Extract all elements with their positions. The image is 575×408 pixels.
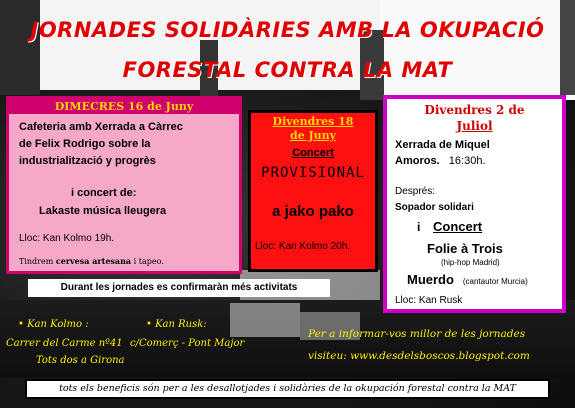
event-description: de Felix Rodrigo sobre la — [19, 138, 151, 150]
event-date-header: Divendres 2 de — [424, 103, 525, 117]
event-date-header: Juliol — [456, 119, 493, 133]
event-note-bold: cervesa artesana — [55, 256, 132, 266]
event-place: Lloc: Kan Kolmo 19h. — [19, 233, 115, 244]
event-description: industrialització y progrès — [19, 155, 156, 167]
band-note: (cantautor Murcia) — [462, 277, 528, 286]
footer-notice: tots els beneficis són per a les desallotjades i solidàries de la okupación forestal contra la MAT — [25, 379, 550, 399]
event-place: Lloc: Kan Kolmo 20h. — [255, 241, 351, 252]
concert-label: Concert — [433, 219, 483, 234]
info-line: Per a informar-vos millor de les jornades — [308, 328, 526, 340]
event-description: Cafeteria amb Xerrada a Càrrec — [19, 121, 183, 133]
event-place: Lloc: Kan Rusk — [395, 295, 463, 306]
info-line — [308, 350, 530, 362]
location-kan-kolmo-title: • Kan Kolmo : — [18, 319, 89, 330]
background-white-area — [380, 0, 575, 100]
title-line-1: JORNADES SOLIDÀRIES AMB LA OKUPACIÓ — [30, 18, 545, 42]
event-box-june-18 — [248, 110, 378, 272]
after-label: Després: — [395, 186, 436, 197]
concert-band: a jako pako — [272, 203, 354, 220]
talk-time: 16:30h. — [448, 155, 486, 167]
event-note-prefix: Tindrem — [19, 257, 56, 266]
and-label: i — [417, 220, 421, 234]
location-kan-kolmo-address: Carrer del Carme nº41 — [6, 338, 123, 349]
concert-band: Folie à Trois — [427, 241, 503, 256]
concert-band — [407, 271, 528, 289]
visit-label: visiteu: — [308, 350, 351, 362]
band-note: (hip-hop Madrid) — [441, 258, 500, 267]
talk-description — [395, 155, 486, 167]
band-name: Muerdo — [407, 272, 454, 287]
event-date-header: Divendres 18 — [272, 115, 354, 128]
background-stone — [230, 303, 300, 337]
concert-label: i concert de: — [71, 187, 137, 199]
event-box-july-2 — [383, 95, 566, 313]
event-note-suffix: i tapeo. — [131, 257, 164, 266]
provisional-label: PROVISIONAL — [261, 165, 365, 181]
location-city: Tots dos a Girona — [36, 355, 125, 366]
more-activities-notice: Durant les jornades es confirmaràn més activitats — [28, 279, 330, 297]
location-name: Kan Kolmo : — [27, 319, 89, 330]
location-kan-rusk-title: • Kan Rusk: — [146, 319, 207, 330]
event-date-header: DIMECRES 16 de Juny — [9, 99, 239, 114]
blog-link[interactable]: www.desdelsboscos.blogspot.com — [350, 350, 530, 362]
event-note — [19, 256, 164, 266]
location-kan-rusk-address: c/Comerç - Pont Major — [130, 338, 245, 349]
talk-description: Xerrada de Miquel — [395, 139, 490, 151]
dinner-label: Sopador solidari — [395, 202, 474, 213]
event-box-wednesday — [6, 96, 242, 274]
location-name: Kan Rusk: — [155, 319, 207, 330]
title-line-2: FORESTAL CONTRA LA MAT — [122, 58, 453, 82]
event-date-header: de Juny — [289, 129, 337, 142]
talk-speaker: Amoros. — [395, 155, 440, 167]
concert-band: Lakaste música lleugera — [39, 205, 167, 217]
concert-label: Concert — [292, 147, 334, 159]
